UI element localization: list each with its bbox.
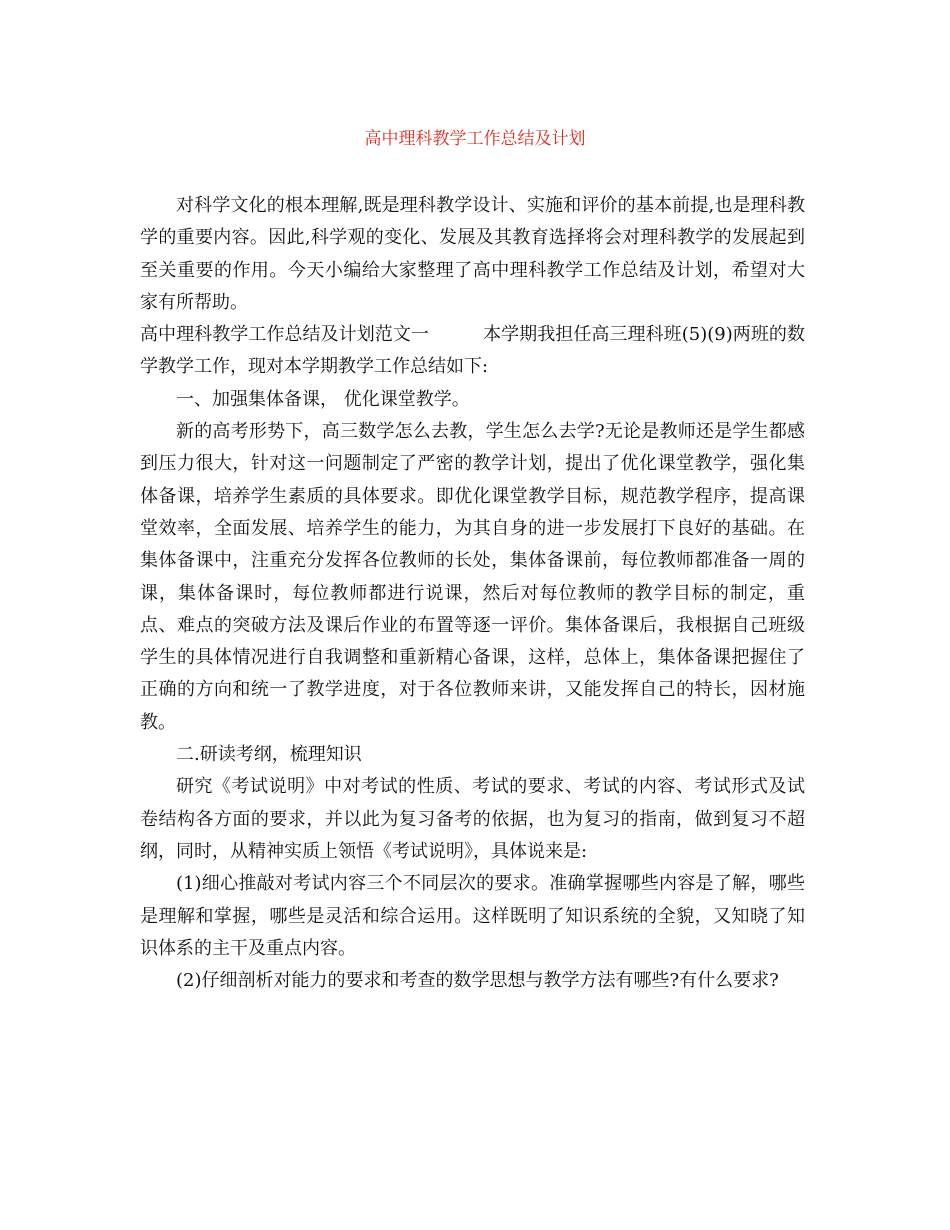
section-heading-2: 二.研读考纲，梳理知识 [176,744,362,766]
body-paragraph-1: 新的高考形势下，高三数学怎么去教，学生怎么去学?无论是教师还是学生都感到压力很大，针对这一问题制定了严密的教学计划，提出了优化课堂教学，强化集体备课，培养学生素质的具体要求。即优化课堂教学目标，规范教学程序，提高课堂效率，全面发展、培养学生的能力，为其自身的进一步发展打下良好的基础。在集体备课中，注重充分发挥各位教师的长处，集体备课前，每位教师都准备一周的课，集体备课时，每位教师都进行说课，然后对每位教师的教学目标的制定，重点、难点的突破方法及课后作业的布置等逐一评价。集体备课后，我根据自己班级学生的具体情况进行自我调整和重新精心备课，这样，总体上，集体备课把握住了正确的方向和统一了教学进度，对于各位教师来讲，又能发挥自己的特长，因材施教。 [140,421,805,733]
body-paragraph-2: 研究《考试说明》中对考试的性质、考试的要求、考试的内容、考试形式及试卷结构各方面的要求，并以此为复习备考的依据，也为复习的指南，做到复习不超纲，同时，从精神实质上领悟《考试说明》，具体说来是: [140,776,805,862]
list-item-1: (1)细心推敲对考试内容三个不同层次的要求。准确掌握哪些内容是了解，哪些是理解和掌握，哪些是灵活和综合运用。这样既明了知识系统的全貌，又知晓了知识体系的主干及重点内容。 [140,873,805,959]
section-heading-1: 一、加强集体备课， 优化课堂教学。 [176,388,470,410]
document-title: 高中理科教学工作总结及计划 [364,129,586,149]
intro-paragraph: 对科学文化的根本理解,既是理科教学设计、实施和评价的基本前提,也是理科教学的重要内容。因此,科学观的变化、发展及其教育选择将会对理科教学的发展起到至关重要的作用。今天小编给大家整理了高中理科教学工作总结及计划，希望对大家有所帮助。 [140,195,805,313]
sample-paragraph [140,319,805,384]
sample-intro: 本学期我担任高三理科班(5)(9)两班的数学教学工作，现对本学期教学工作总结如下: [140,324,805,378]
list-item-2: (2)仔细剖析对能力的要求和考查的数学思想与教学方法有哪些?有什么要求? [176,970,779,992]
document-body [140,190,805,997]
sample-heading: 高中理科教学工作总结及计划范文一 [140,324,429,346]
